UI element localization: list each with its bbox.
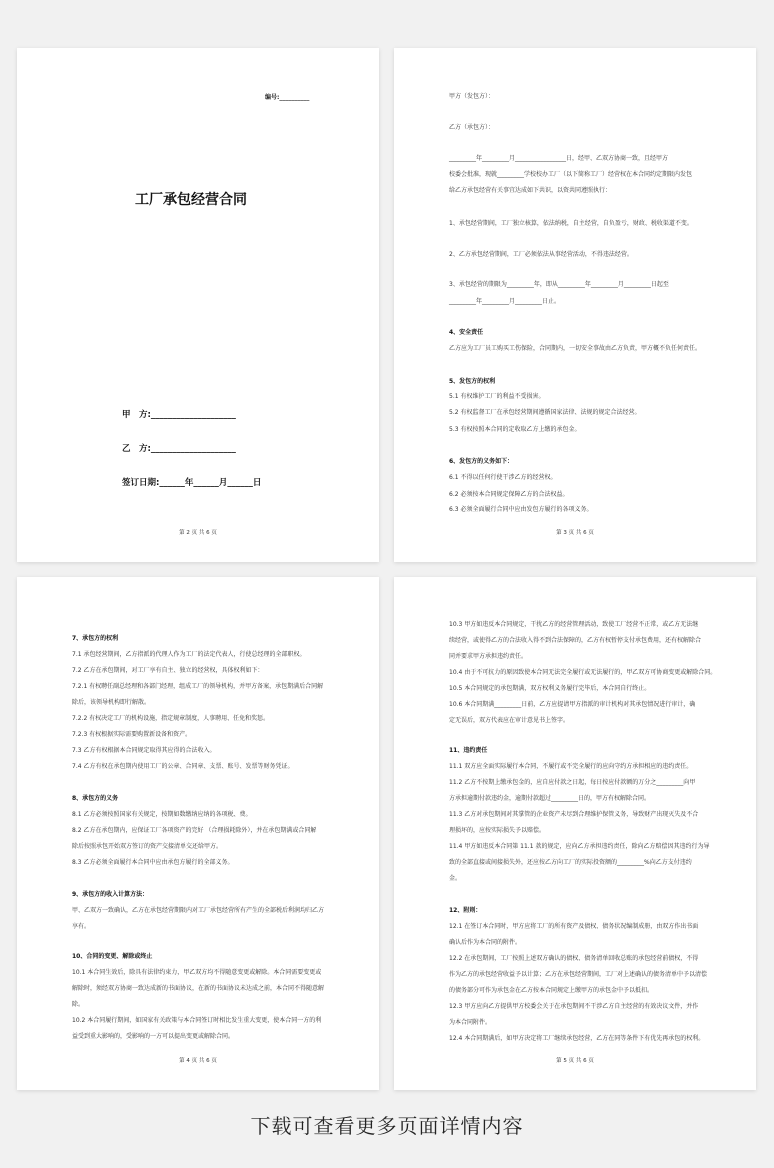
body-line: 11.1 双方应全面实际履行本合同，不履行或不完全履行的应向守约方承担相应的违约责任。 xyxy=(449,763,693,770)
body-line: _________年_________月_________________日，经甲、乙双方协商一致，且经甲方 xyxy=(449,155,669,162)
body-line: 11.3 乙方对承包期间对其掌管的企业资产未尽到合理维护保管义务，导致财产出现灭失及不合 xyxy=(449,811,699,818)
body-line: 11.2 乙方不按期上缴承包金的，应自应付款之日起，每日按应付款额的万分之_________向甲 xyxy=(449,779,696,786)
body-line: 6.2 必须按本合同规定保障乙方的合法权益。 xyxy=(449,491,569,498)
download-caption: 下载可查看更多页面详情内容 xyxy=(250,1114,524,1138)
body-line: 确认后作为本合同的附件。 xyxy=(449,939,522,946)
body-line: 为本合同附件。 xyxy=(449,1019,492,1026)
body-line: 续经营，或使得乙方的合法收入得不到合法保障的，乙方有权暂停支付承包费用，还有权解除合 xyxy=(449,637,702,644)
section-heading: 9、承包方的收入计算方法： xyxy=(72,891,149,898)
body-line: 定无误后，双方代表应在审计意见书上签字。 xyxy=(449,717,570,724)
section-heading: 7、承包方的权利 xyxy=(72,635,119,642)
body-line: 乙方应为工厂员工购买工伤保险，合同期内，一切安全事故由乙方负责，甲方概不负任何责任。 xyxy=(449,345,702,352)
body-line: 8.2 乙方在承包期内，应保证工厂各项资产的完好 （合理损耗除外），并在承包期满或合同解 xyxy=(72,827,317,834)
body-line: 解除时，须经双方协商一致达成新的书面协议，在新的书面协议未达成之前，本合同不得随意解 xyxy=(72,985,325,992)
body-line: 12.1 在签订本合同时，甲方应将工厂的所有资产及债权、债务状况编制成册，由双方作出书面 xyxy=(449,923,699,930)
page-2 xyxy=(394,48,756,562)
body-line: 7.2.2 有权决定工厂的机构设施，指定规章制度，人事聘用、任免和奖惩。 xyxy=(72,715,270,722)
body-line: 5.2 有权监督工厂在承包经营期间遵循国家法律、法规的规定合法经营。 xyxy=(449,409,641,416)
section-heading: 5、发包方的权利 xyxy=(449,378,496,385)
section-heading: 10、合同的变更、解除或终止 xyxy=(72,953,153,960)
body-line: 益受到重大影响的，受影响的一方可以提出变更或解除合同。 xyxy=(72,1033,235,1040)
body-line: 7.2.3 有权根据实际需要购置新设备和资产。 xyxy=(72,731,192,738)
body-line: 5.3 有权按照本合同的定收取乙方上缴的承包金。 xyxy=(449,426,581,433)
body-line: 7.2 乙方在承包期间，对工厂享有自主、独立的经营权，具体权利如下： xyxy=(72,667,264,674)
body-line: 享有。 xyxy=(72,923,91,930)
section-heading: 11、违约责任 xyxy=(449,747,488,754)
page-3 xyxy=(17,577,379,1090)
page-footer: 第 4 页 共 6 页 xyxy=(179,1058,217,1064)
body-line: 12.4 本合同期满后，如甲方决定将工厂继续承包经营，乙方在同等条件下有优先再承包的权利。 xyxy=(449,1035,705,1042)
body-line: 给乙方承包经营有关事宜达成如下共识，以资共同遵照执行： xyxy=(449,187,612,194)
body-line: 10.5 本合同规定的承包期满，双方权利义务履行完毕后，本合同自行终止。 xyxy=(449,685,651,692)
body-line: 7.4 乙方有权在承包期内使用工厂的公章、合同章、支票、账号、发票等财务凭证。 xyxy=(72,763,294,770)
party-b-field: 乙 方:____________________ xyxy=(122,444,236,454)
page-footer: 第 2 页 共 6 页 xyxy=(179,530,217,536)
section-heading: 12、附则： xyxy=(449,907,482,914)
body-line: 5.1 有权维护工厂的利益不受损害。 xyxy=(449,393,545,400)
section-heading: 8、承包方的义务 xyxy=(72,795,119,802)
body-line: 3、承包经营的期限为_________年，即从_________年_________月_________日起至 xyxy=(449,281,669,288)
body-line: 6.1 不得以任何行使干涉乙方的经营权。 xyxy=(449,474,557,481)
body-line: 11.4 甲方如违反本合同第 11.1 款的规定，应向乙方承担违约责任，除向乙方赔偿因其违约行为导 xyxy=(449,843,710,850)
body-line: 10.6 本合同期满_________日前，乙方应提请甲方指派的审计机构对其承包情况进行审计，确 xyxy=(449,701,696,708)
party-a-field: 甲 方:____________________ xyxy=(122,410,236,420)
page-footer: 第 3 页 共 6 页 xyxy=(556,530,594,536)
body-line: 致的全部直接或间接损失外，还应按乙方向工厂的实际投资额的_________%向乙方支付违约 xyxy=(449,859,692,866)
body-line: 12.2 在承包期间，工厂按照上述双方确认的债权、债务清单回收总账的承包经营前债权，不得 xyxy=(449,955,699,962)
body-line: 同并要求甲方承担违约责任。 xyxy=(449,653,528,660)
contract-title: 工厂承包经营合同 xyxy=(135,192,247,208)
body-line: 2、乙方承包经营期间，工厂必须依法从事经营活动，不得违法经营。 xyxy=(449,251,633,258)
body-line: 10.3 甲方如违反本合同规定，干扰乙方的经营管理活动，致使工厂经营不正常，或乙方无法继 xyxy=(449,621,699,628)
body-line: 除。 xyxy=(72,1001,85,1008)
contract-number-label: 编号:__________ xyxy=(265,94,310,101)
page-cover xyxy=(17,48,379,562)
body-line: 7.1 承包经营期间，乙方指派的代理人作为工厂的法定代表人，行使总经理的全部职权。 xyxy=(72,651,306,658)
section-heading: 4、安全责任 xyxy=(449,329,484,336)
body-line: 的债务部分可作为承包金在乙方按本合同规定上缴甲方的承包金中予以抵扣。 xyxy=(449,987,654,994)
body-line: 乙方（承包方）： xyxy=(449,124,495,131)
body-line: 校委会批准，现就_________学校校办工厂（以下简称工厂）经营权在本合同约定期限内发包 xyxy=(449,171,693,178)
body-line: _________年_________月_________日止。 xyxy=(449,298,561,305)
body-line: 作为乙方的承包经营收益予以计算；乙方在承包经营期间，工厂对上述确认的债务清单中予以清偿 xyxy=(449,971,708,978)
body-line: 10.1 本合同生效后，除具有法律约束力，甲乙双方均不得随意变更或解除。本合同需要变更或 xyxy=(72,969,322,976)
body-line: 6.3 必须全面履行合同中应由发包方履行的各项义务。 xyxy=(449,506,593,513)
body-line: 7.2.1 有权聘任副总经理和各部门经理，组成工厂的领导机构，并甲方备案，承包期满后合同解 xyxy=(72,683,324,690)
sign-date-field: 签订日期:______年______月______日 xyxy=(122,478,262,488)
body-line: 甲方（发包方）： xyxy=(449,93,495,100)
body-line: 金。 xyxy=(449,875,462,882)
body-line: 12.3 甲方应向乙方提供甲方校委会关于在承包期间不干涉乙方自主经营的有效决议文件，并作 xyxy=(449,1003,699,1010)
body-line: 理损坏的，应按实际损失予以赔偿。 xyxy=(449,827,546,834)
body-line: 8.3 乙方必须全面履行本合同中应由承包方履行的全部义务。 xyxy=(72,859,234,866)
body-line: 1、承包经营期间，工厂独立核算，依法纳税，自主经营，自负盈亏，财政、税收渠道不变。 xyxy=(449,220,693,227)
body-line: 方承担逾期付款违约金，逾期付款超过_________日的，甲方有权解除合同。 xyxy=(449,795,651,802)
section-heading: 6、发包方的义务如下： xyxy=(449,458,514,465)
page-4 xyxy=(394,577,756,1090)
body-line: 除后，该领导机构即行解散。 xyxy=(72,699,151,706)
page-footer: 第 5 页 共 6 页 xyxy=(556,1058,594,1064)
body-line: 7.3 乙方有权根据本合同规定取得其应得的合法收入。 xyxy=(72,747,216,754)
body-line: 10.2 本合同履行期间，如国家有关政策与本合同签订时相比发生重大变更，使本合同一方的利 xyxy=(72,1017,322,1024)
body-line: 除后按照承包开始双方签订的资产交接清单交还给甲方。 xyxy=(72,843,223,850)
body-line: 8.1 乙方必须按照国家有关规定，按期如数缴纳应纳的各项税、费。 xyxy=(72,811,252,818)
body-line: 甲、乙双方一致确认，乙方在承包经营期限内对工厂承包经营所有产生的全部税后利润均归乙方 xyxy=(72,907,325,914)
body-line: 10.4 由于不可抗力的原因致使本合同无法完全履行或无法履行的，甲乙双方可协商变更或解除合同。 xyxy=(449,669,717,676)
